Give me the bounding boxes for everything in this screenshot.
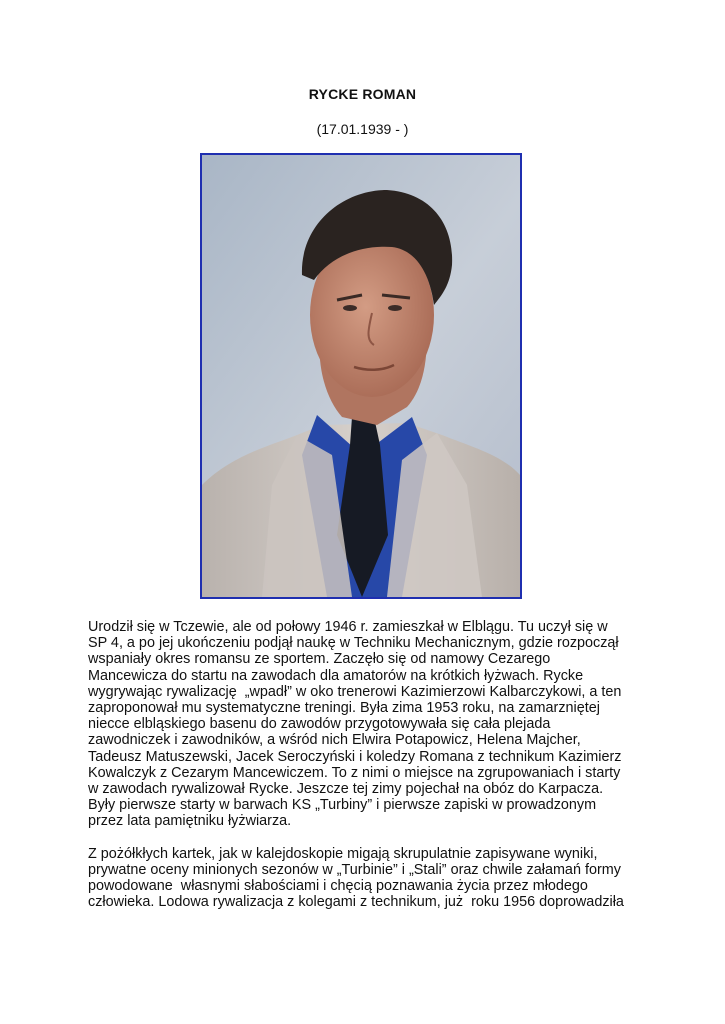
text-line: wygrywając rywalizację „wpadł” w oko trenerowi Kazimierzowi Kalbarczykowi, a ten (88, 683, 622, 700)
text-line: człowieka. Lodowa rywalizacja z kolegami z technikum, już roku 1956 doprowadziła (88, 894, 624, 911)
biography-text (88, 619, 648, 926)
text-line: zawodniczek i zawodników, a wśród nich Elwira Potapowicz, Helena Majcher, (88, 732, 581, 749)
text-line: prywatne oceny minionych sezonów w „Turbinie” i „Stali” oraz chwile załamań formy (88, 861, 621, 878)
text-line: Kowalczyk z Cezarym Mancewiczem. To z nimi o miejsce na zgrupowaniach i starty (88, 764, 621, 781)
text-line: Z pożółkłych kartek, jak w kalejdoskopie migają skrupulatnie zapisywane wyniki, (88, 845, 598, 862)
text-line: powodowane własnymi słabościami i chęcią poznawania życia przez młodego (88, 878, 588, 895)
text-line: wspaniały okres romansu ze sportem. Zaczęło się od namowy Cezarego (88, 651, 551, 668)
text-line: przez lata pamiętniku łyżwiarza. (88, 813, 292, 830)
right-eye (388, 305, 402, 311)
text-line: Tadeusz Matuszewski, Jacek Seroczyński i koledzy Romana z technikum Kazimierz (88, 748, 622, 765)
portrait-photo (200, 153, 522, 599)
text-line: Urodził się w Tczewie, ale od połowy 1946 r. zamieszkał w Elblągu. Tu uczył się w (88, 619, 608, 635)
paragraph-2 (88, 846, 648, 911)
document-title: RYCKE ROMAN (308, 86, 417, 102)
life-dates: (17.01.1939 - ) (316, 121, 409, 137)
text-line: w zawodach rywalizował Rycke. Jeszcze tej zimy pojechał na obóz do Karpacza. (88, 781, 604, 798)
text-line: niecce elbląskiego basenu do zawodów przygotowywała się cała plejada (88, 716, 551, 733)
portrait-illustration (202, 155, 520, 597)
left-eye (343, 305, 357, 311)
paragraph-1 (88, 619, 648, 830)
text-line: SP 4, a po jej ukończeniu podjął naukę w Techniku Mechanicznym, gdzie rozpoczął (88, 635, 619, 652)
text-line: zaproponował mu systematyczne treningi. Była zima 1953 roku, na zamarzniętej (88, 700, 600, 717)
text-line: Były pierwsze starty w barwach KS „Turbiny” i pierwsze zapiski w prowadzonym (88, 797, 597, 814)
text-line: Mancewicza do startu na zawodach dla amatorów na krótkich łyżwach. Rycke (88, 667, 584, 684)
